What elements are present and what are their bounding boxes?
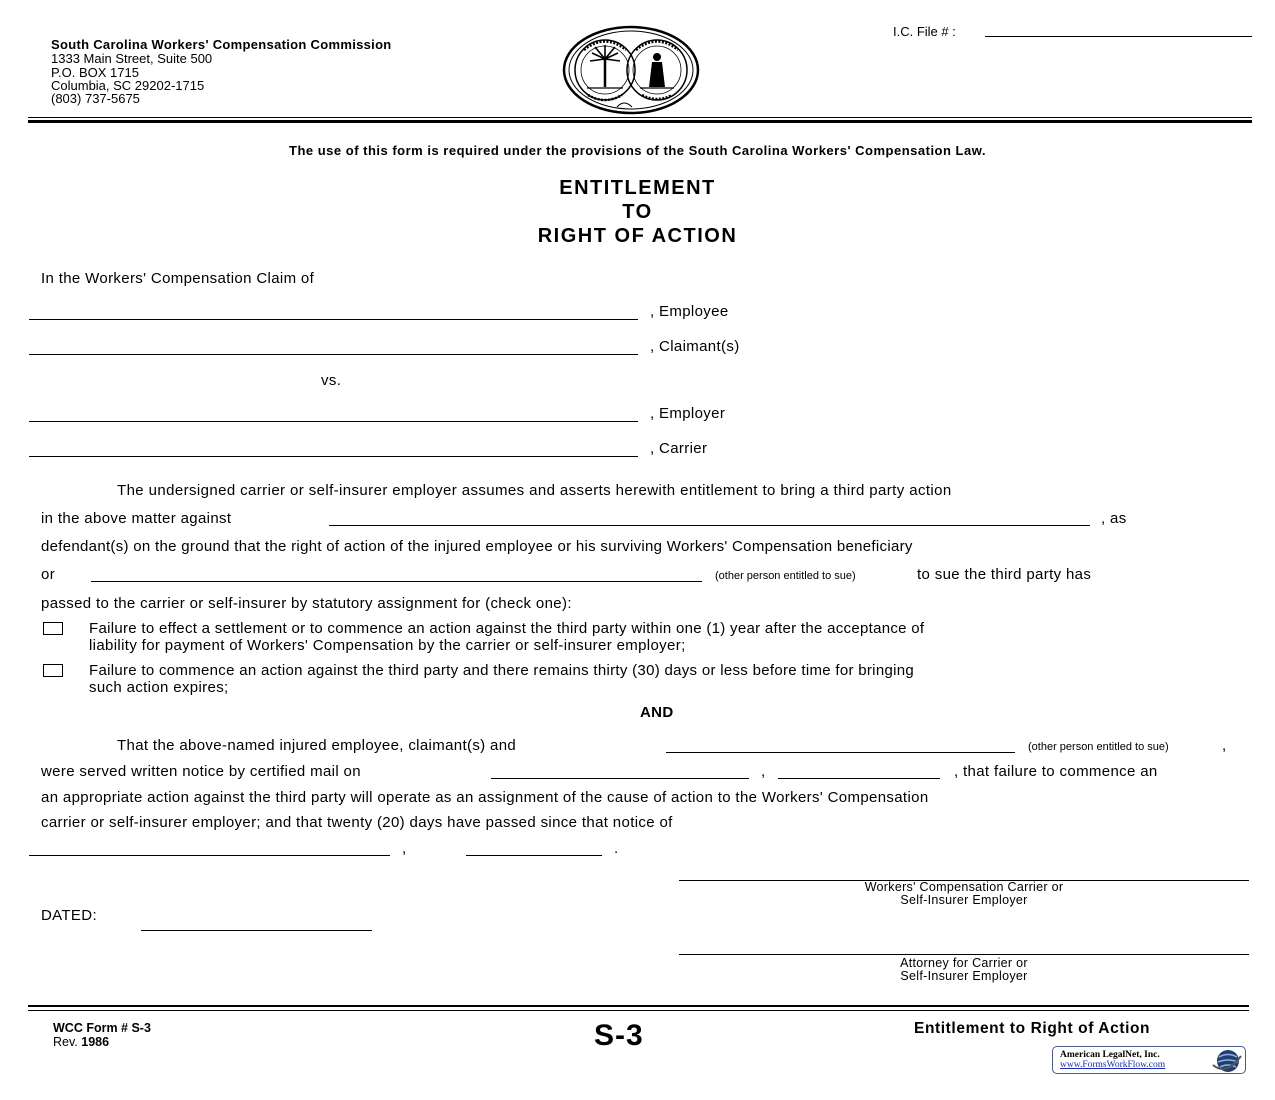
other-person-notice-hint: (other person entitled to sue) — [1028, 741, 1169, 753]
other-person-hint: (other person entitled to sue) — [715, 570, 856, 582]
claimant-field[interactable] — [29, 354, 638, 355]
attorney-signature-label — [679, 957, 1249, 983]
vendor-url[interactable]: www.FormsWorkFlow.com — [1060, 1060, 1166, 1070]
file-number-field[interactable] — [985, 36, 1252, 37]
phone-number: (803) 737-5675 — [51, 91, 140, 106]
footer-rule — [28, 1010, 1249, 1011]
employer-field[interactable] — [29, 421, 638, 422]
paragraph-1-line-2-end: , as — [1101, 510, 1127, 527]
form-number: WCC Form # S-3 — [53, 1021, 151, 1035]
file-number-label: I.C. File # : — [893, 24, 956, 39]
footer-rule-thick — [28, 1005, 1249, 1007]
address-line-3: Columbia, SC 29202-1715 — [51, 78, 205, 93]
carrier-signature-label-line-1: Workers' Compensation Carrier or — [864, 880, 1064, 894]
other-person-field[interactable] — [91, 581, 702, 582]
paragraph-1-line-5: passed to the carrier or self-insurer by statutory assignment for (check one): — [41, 595, 572, 612]
option-2-line-2: such action expires; — [89, 679, 229, 696]
claimant-label: , Claimant(s) — [650, 338, 740, 355]
dated-field[interactable] — [141, 930, 372, 931]
title-line-3: RIGHT OF ACTION — [537, 225, 738, 247]
notice-of-period: . — [614, 840, 619, 857]
versus-label: vs. — [321, 372, 342, 389]
notice-date-comma: , — [761, 763, 766, 780]
state-seal-icon — [562, 25, 700, 115]
form-title — [0, 176, 1275, 248]
option-2-line-1: Failure to commence an action against the third party and there remains thirty (30) days or less before time for bringing — [89, 662, 915, 679]
form-code: S-3 — [594, 1019, 644, 1052]
option-1-checkbox[interactable] — [43, 622, 63, 635]
vendor-name: American LegalNet, Inc. — [1060, 1050, 1160, 1060]
agency-name: South Carolina Workers' Compensation Commission — [51, 37, 392, 52]
option-1-line-2: liability for payment of Workers' Compensation by the carrier or self-insurer employer; — [89, 637, 686, 654]
paragraph-2-line-2-start: were served written notice by certified mail on — [41, 763, 361, 780]
dated-label: DATED: — [41, 907, 97, 924]
paragraph-2-line-2-end: , that failure to commence an — [954, 763, 1158, 780]
notice-year-field[interactable] — [778, 778, 940, 779]
revision-label: Rev. — [53, 1035, 78, 1049]
other-person-notice-field[interactable] — [666, 752, 1015, 753]
paragraph-2-line-1-start: That the above-named injured employee, claimant(s) and — [117, 737, 517, 754]
paragraph-1-line-1: The undersigned carrier or self-insurer employer assumes and asserts herewith entitlement to bring a third party action — [117, 482, 952, 499]
footer-form-title: Entitlement to Right of Action — [914, 1020, 1151, 1037]
carrier-signature-label-line-2: Self-Insurer Employer — [900, 893, 1028, 907]
carrier-label: , Carrier — [650, 440, 708, 457]
paragraph-1-line-2-start: in the above matter against — [41, 510, 232, 527]
paragraph-2-line-4: carrier or self-insurer employer; and that twenty (20) days have passed since that notice of — [41, 814, 673, 831]
employee-label: , Employee — [650, 303, 729, 320]
title-line-1: ENTITLEMENT — [559, 177, 716, 199]
employee-field[interactable] — [29, 319, 638, 320]
notice-of-year-field[interactable] — [466, 855, 602, 856]
revision-year: 1986 — [81, 1035, 110, 1049]
paragraph-1-line-3: defendant(s) on the ground that the right of action of the injured employee or his surviving Workers' Compensation beneficiary — [41, 538, 913, 555]
globe-icon — [1210, 1048, 1244, 1074]
attorney-signature-label-line-2: Self-Insurer Employer — [900, 969, 1028, 983]
attorney-signature-field[interactable] — [679, 954, 1249, 955]
revision — [53, 1035, 109, 1049]
and-separator: AND — [640, 704, 674, 721]
paragraph-2-line-1-end: , — [1222, 737, 1227, 754]
notice-of-date-field[interactable] — [29, 855, 390, 856]
employer-label: , Employer — [650, 405, 726, 422]
carrier-signature-label — [679, 881, 1249, 907]
paragraph-1-line-4-start: or — [41, 566, 56, 583]
header-rule-thick — [28, 120, 1252, 123]
third-party-defendant-field[interactable] — [329, 525, 1090, 526]
address-line-1: 1333 Main Street, Suite 500 — [51, 51, 213, 66]
vendor-badge[interactable] — [1052, 1046, 1246, 1074]
title-line-2: TO — [622, 201, 653, 223]
paragraph-2-line-3: an appropriate action against the third party will operate as an assignment of the cause of action to the Workers' Compensation — [41, 789, 929, 806]
carrier-field[interactable] — [29, 456, 638, 457]
notice-of-comma: , — [402, 840, 407, 857]
address-line-2: P.O. BOX 1715 — [51, 65, 139, 80]
option-2-checkbox[interactable] — [43, 664, 63, 677]
claim-intro: In the Workers' Compensation Claim of — [41, 270, 315, 287]
notice-date-field[interactable] — [491, 778, 749, 779]
attorney-signature-label-line-1: Attorney for Carrier or — [900, 956, 1028, 970]
paragraph-1-line-4-end: to sue the third party has — [917, 566, 1092, 583]
header-rule — [28, 117, 1252, 118]
form-requirement-notice: The use of this form is required under the provisions of the South Carolina Workers' Compensation Law. — [289, 143, 986, 158]
option-1-line-1: Failure to effect a settlement or to commence an action against the third party within one (1) year after the acceptance of — [89, 620, 925, 637]
